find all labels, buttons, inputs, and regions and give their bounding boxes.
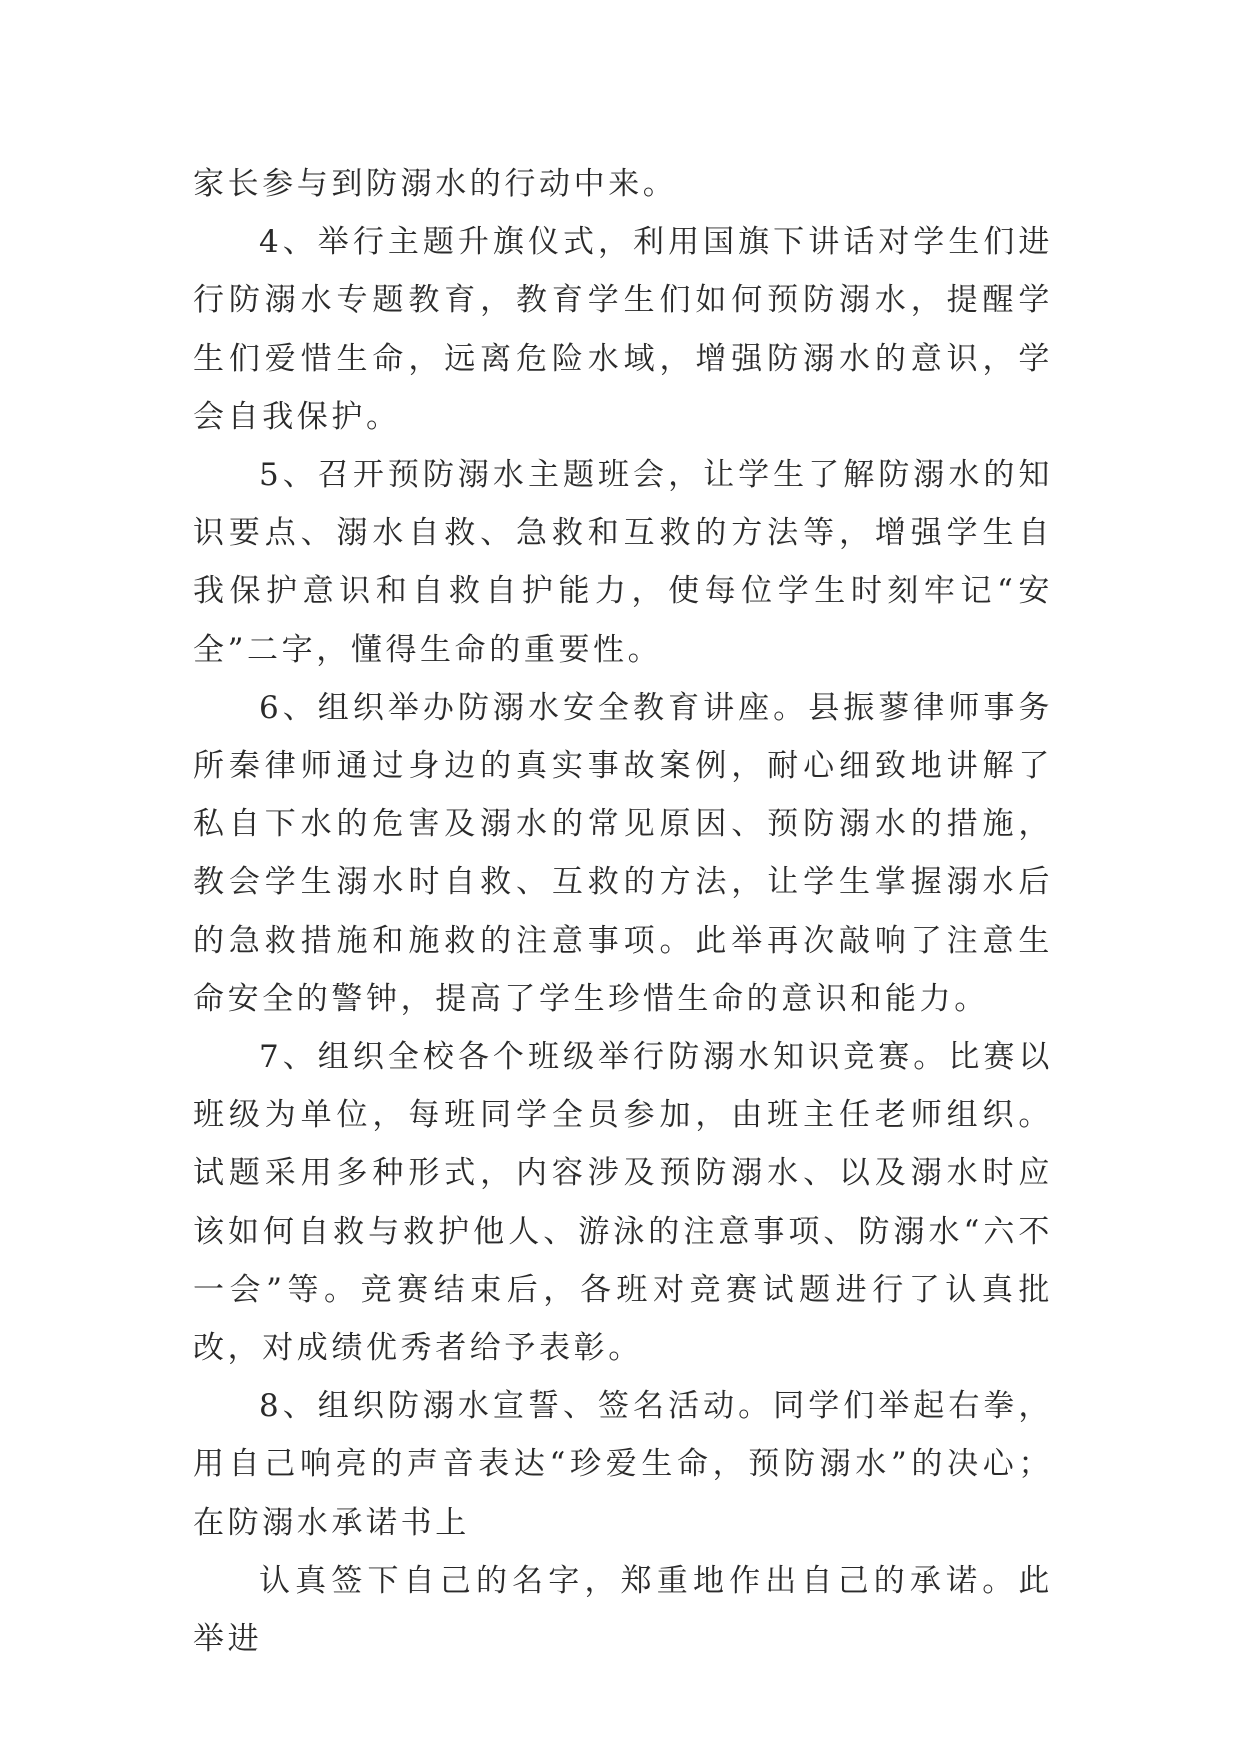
paragraph-item-8: 8、组织防溺水宣誓、签名活动。同学们举起右拳，用自己响亮的声音表达“珍爱生命，预防溺水”的决心；在防溺水承诺书上: [193, 1388, 1053, 1541]
paragraph-item-5: 5、召开预防溺水主题班会，让学生了解防溺水的知识要点、溺水自救、急救和互救的方法等，增强学生自我保护意识和自救自护能力，使每位学生时刻牢记“安全”二字，懂得生命的重要性。: [193, 457, 1053, 668]
paragraph-trailing: 认真签下自己的名字，郑重地作出自己的承诺。此举进: [193, 1562, 1053, 1658]
paragraph-item-4: 4、举行主题升旗仪式，利用国旗下讲话对学生们进行防溺水专题教育，教育学生们如何预防溺水，提醒学生们爱惜生命，远离危险水域，增强防溺水的意识，学会自我保护。: [193, 224, 1053, 435]
paragraph-item-6: 6、组织举办防溺水安全教育讲座。县振蓼律师事务所秦律师通过身边的真实事故案例，耐心细致地讲解了私自下水的危害及溺水的常见原因、预防溺水的措施，教会学生溺水时自救、互救的方法，让学生掌握溺水后的急救措施和施救的注意事项。此举再次敲响了注意生命安全的警钟，提高了学生珍惜生命的意识和能力。: [193, 689, 1053, 1017]
document-body: [193, 155, 1053, 1668]
paragraph-continuation: 家长参与到防溺水的行动中来。: [193, 166, 678, 202]
paragraph-item-7: 7、组织全校各个班级举行防溺水知识竞赛。比赛以班级为单位，每班同学全员参加，由班主任老师组织。试题采用多种形式，内容涉及预防溺水、以及溺水时应该如何自救与救护他人、游泳的注意事项、防溺水“六不一会”等。竞赛结束后，各班对竞赛试题进行了认真批改，对成绩优秀者给予表彰。: [193, 1039, 1053, 1367]
